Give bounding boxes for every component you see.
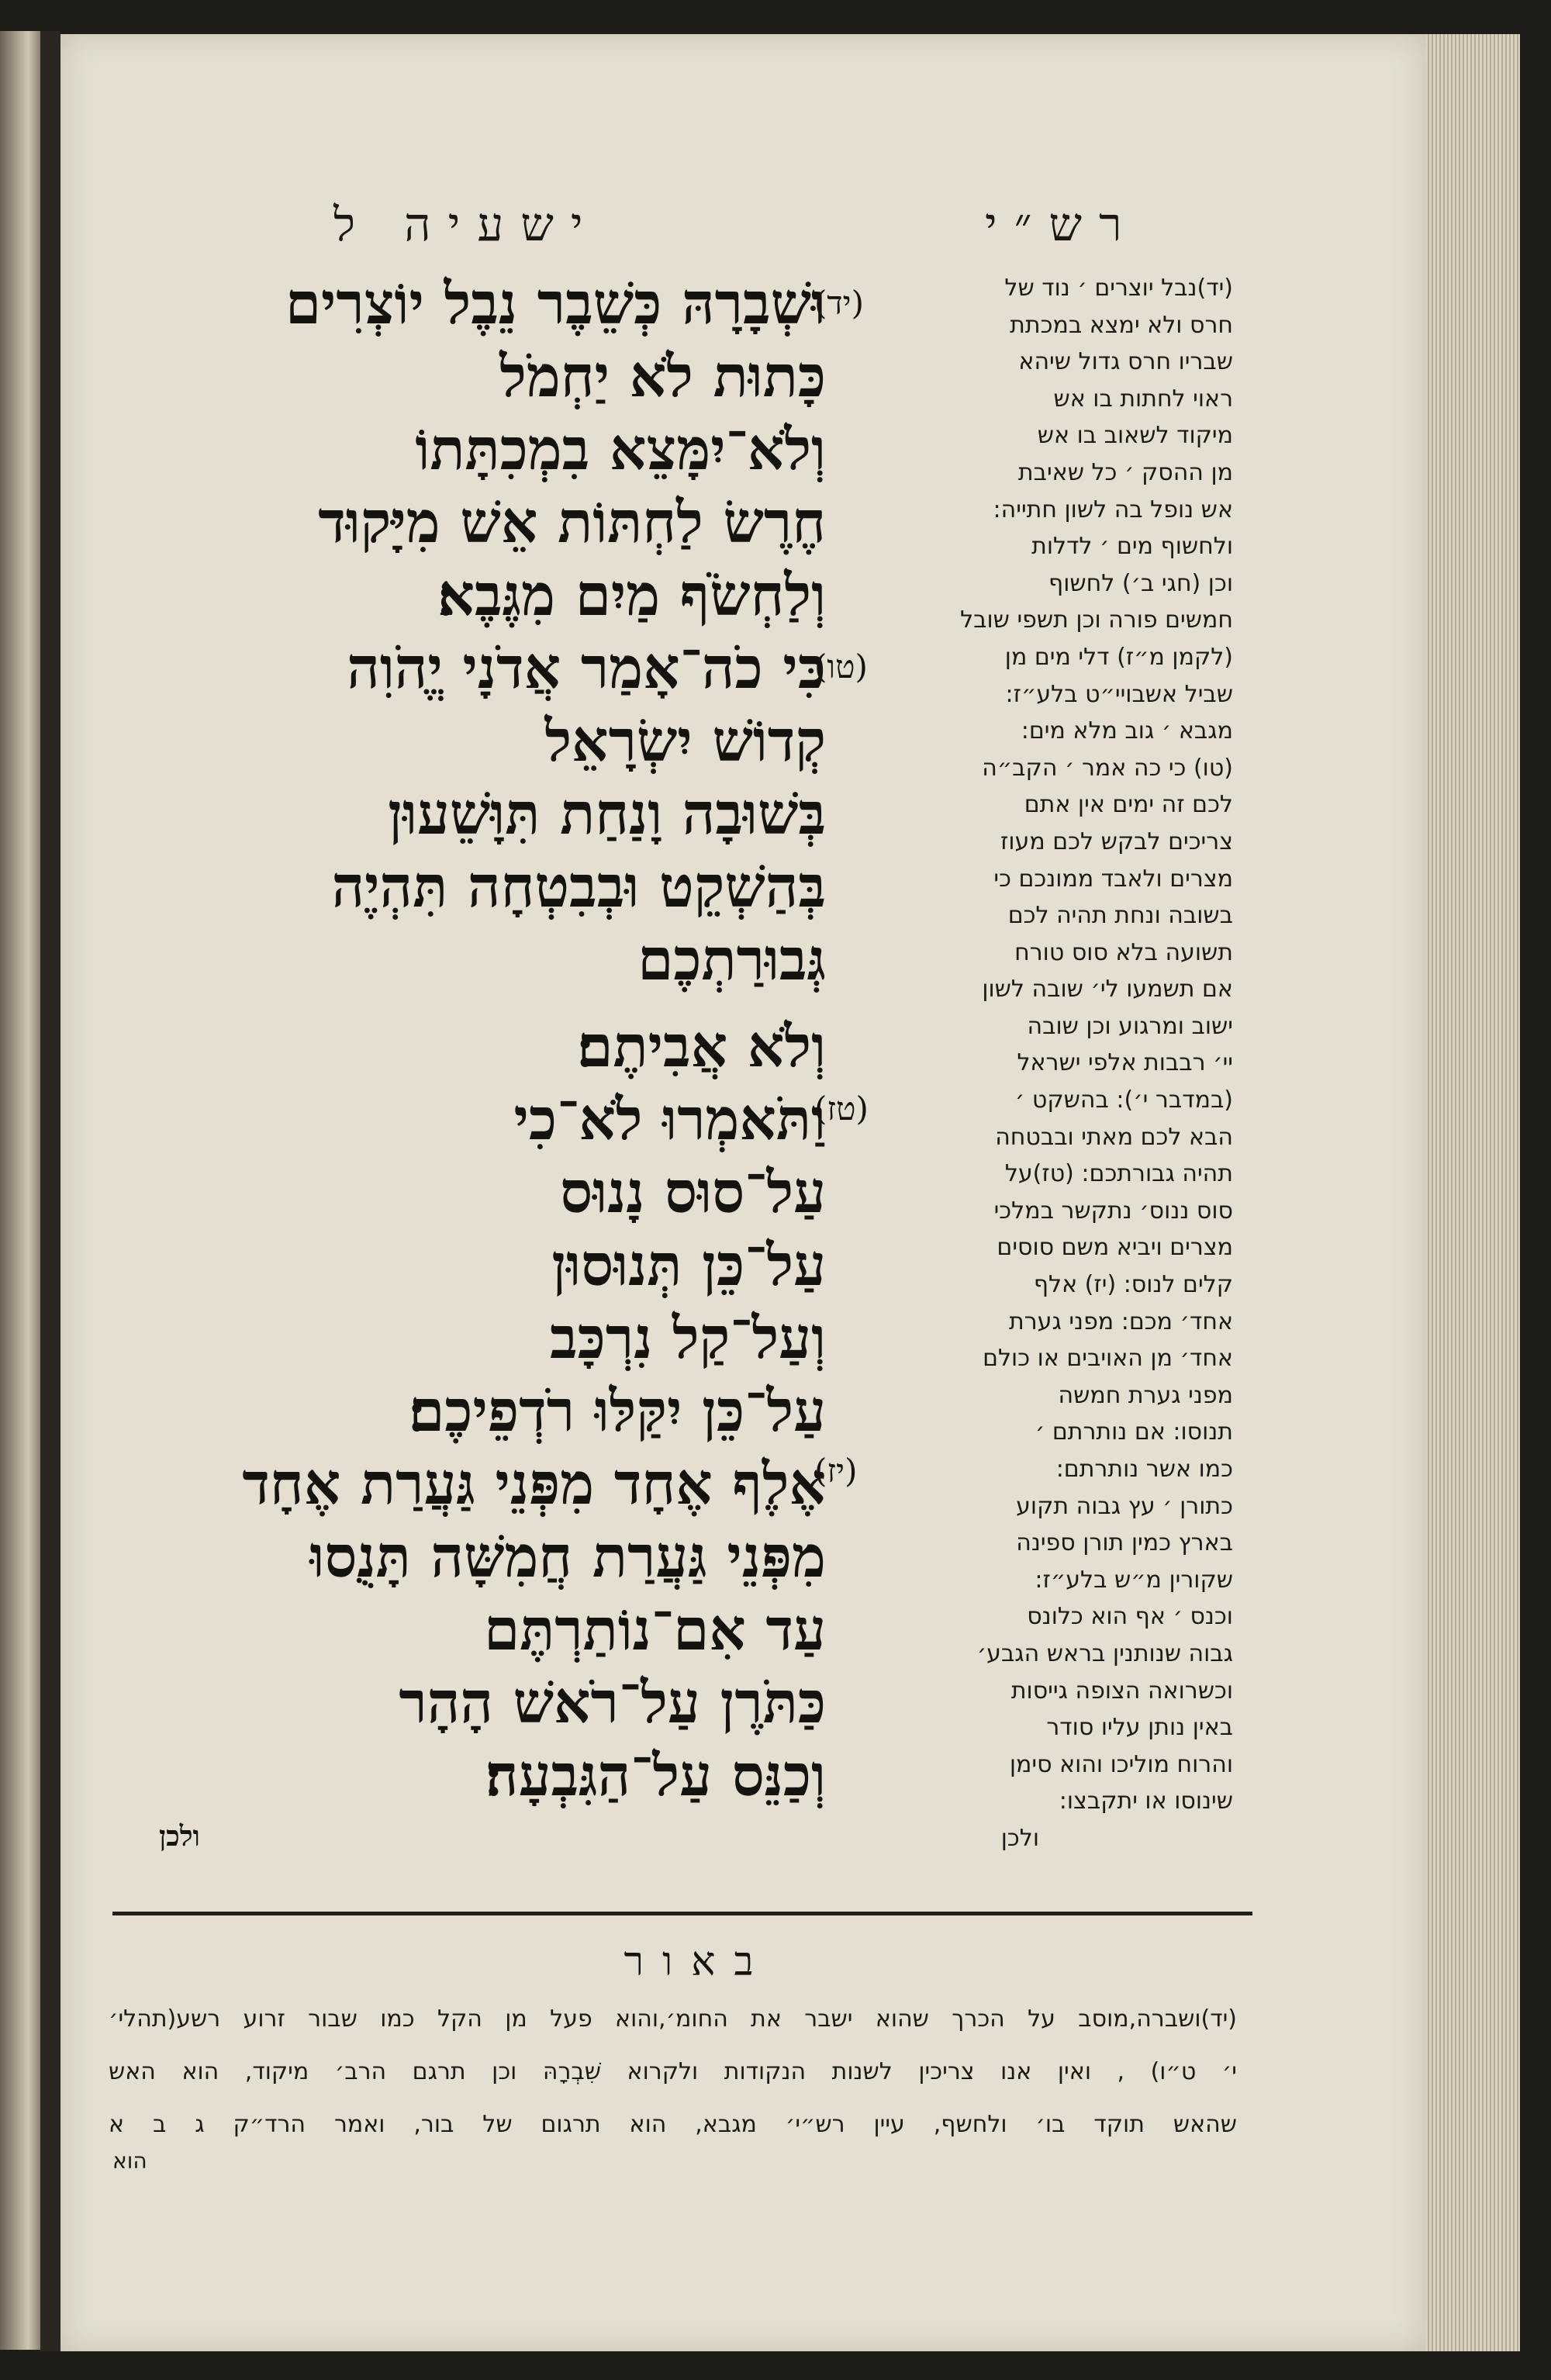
commentary-line: חמשים פורה וכן תשפי שובל xyxy=(960,606,1233,634)
scripture-line: עַל־כֵּן יִקַּלּוּ רֹדְפֵיכֶם׃ xyxy=(409,1378,826,1445)
biur-line: (יד)ושברה,מוסב על הכרך שהוא ישבר את החומ׳,והוא פעל מן הקל כמו שבור זרוע רשע(תהלי׳ xyxy=(109,2005,1237,2033)
commentary-line: תנוסו: אם נותרתם ׳ xyxy=(1035,1418,1233,1446)
commentary-line: (יד)נבל יוצרים ׳ נוד של xyxy=(1004,275,1233,302)
commentary-line: (במדבר י׳): בהשקט ׳ xyxy=(1014,1086,1233,1114)
verse-number-14: (יד) xyxy=(814,284,864,322)
scripture-line: וַתֹּאמְרוּ לֹא־כִי xyxy=(513,1086,826,1153)
biur-line: שהאש תוקד בו׳ ולחשף, עיין רש״י׳ מגבא, הוא תרגום של בור, ואמר הרד״ק ג ב א xyxy=(109,2111,1237,2138)
commentary-line: שינוסו או יתקבצו: xyxy=(1059,1788,1233,1815)
scripture-line: וְלֹא אֲבִיתֶם׃ xyxy=(577,1014,826,1080)
catchword: ולכן xyxy=(159,1820,200,1853)
commentary-line: באין נותן עליו סודר xyxy=(1046,1714,1233,1742)
biur-catchword: הוא xyxy=(112,2148,147,2174)
commentary-line: (לקמן מ״ז) דלי מים מן xyxy=(1004,643,1233,671)
scripture-line: וְלֹא־יִמָּצֵא בִמְכִתָּתוֹ xyxy=(415,416,826,483)
commentary-line: גבוה שנותנין בראש הגבע׳ xyxy=(976,1639,1233,1667)
commentary-line: מצרים ולאבד ממונכם כי xyxy=(993,865,1233,893)
scripture-line: וּשְׁבָרָהּ כְּשֵׁבֶר נֵבֶל יוֹצְרִים xyxy=(285,271,826,337)
scripture-line: עַד אִם־נוֹתַרְתֶּם xyxy=(483,1597,826,1663)
verse-number-17: (יז) xyxy=(814,1452,858,1490)
commentary-line: מפני גערת חמשה xyxy=(1058,1381,1233,1409)
commentary-line: צריכים לבקש לכם מעוז xyxy=(1000,827,1233,855)
commentary-line: חרס ולא ימצא במכתת xyxy=(1010,311,1233,339)
commentary-line: שביל אשבויי״ט בלע״ז: xyxy=(1005,680,1233,708)
commentary-line: קלים לנוס: (יז) אלף xyxy=(1033,1271,1233,1299)
biur-heading: באור xyxy=(624,1939,772,1985)
commentary-line: וכנס ׳ אף הוא כלונס xyxy=(1027,1603,1233,1631)
commentary-line: אם תשמעו לי׳ שובה לשון xyxy=(982,976,1233,1003)
verse-number-16: (טז) xyxy=(814,1090,869,1128)
scripture-line: גְּבוּרַתְכֶם xyxy=(637,927,826,993)
commentary-line: מיקוד לשאוב בו אש xyxy=(1037,422,1233,450)
commentary-line: וכשרואה הצופה גייסות xyxy=(1010,1677,1233,1705)
commentary-line: סוס ננוס׳ נתקשר במלכי xyxy=(993,1197,1233,1225)
scripture-column xyxy=(143,268,826,1812)
section-divider xyxy=(112,1912,1252,1915)
scripture-line: עַל־כֵּן תְּנוּסוּן xyxy=(551,1232,826,1299)
commentary-line: שבריו חרס גדול שיהא xyxy=(1018,348,1233,376)
scripture-line: וְלַחְשֹׂף מַיִם מִגֶּבֶא׃ xyxy=(437,562,826,629)
commentary-line: תשועה בלא סוס טורח xyxy=(1014,938,1233,966)
scripture-line: בְּשׁוּבָה וָנַחַת תִּוָּשֵׁעוּן xyxy=(388,781,826,848)
scripture-line: בְּהַשְׁקֵט וּבְבִטְחָה תִּהְיֶה xyxy=(331,854,826,921)
scripture-line: עַל־סוּס נָנוּס xyxy=(560,1159,826,1226)
commentary-line: בשובה ונחת תהיה לכם xyxy=(1007,902,1233,930)
commentary-line: והרוח מוליכו והוא סימן xyxy=(1009,1750,1233,1778)
facing-page-edge xyxy=(0,31,40,2350)
scripture-line: אֶלֶף אֶחָד מִפְּנֵי גַּעֲרַת אֶחָד xyxy=(242,1451,826,1518)
scripture-line: מִפְּנֵי גַּעֲרַת חֲמִשָּׁה תָּנֻסוּ xyxy=(309,1524,826,1591)
book-gutter xyxy=(40,31,60,2351)
scripture-line: כָּתוּת לֹא יַחְמֹל xyxy=(499,344,826,410)
commentary-line: יי׳ רבבות אלפי ישראל xyxy=(1017,1049,1233,1077)
page-block-edges xyxy=(1425,34,1520,2351)
commentary-line: (טו) כי כה אמר ׳ הקב״ה xyxy=(982,754,1233,782)
scripture-line: כַּתֹּרֶן עַל־רֹאשׁ הָהָר xyxy=(399,1670,826,1736)
scripture-line: וְעַל־קַל נִרְכָּב xyxy=(550,1305,826,1372)
commentary-line: תהיה גבורתכם: (טז)על xyxy=(1004,1160,1233,1188)
commentary-line: מגבא ׳ גוב מלא מים: xyxy=(1021,717,1233,745)
commentary-line: אחד׳ מכם: מפני גערת xyxy=(1009,1307,1233,1335)
scripture-line: וְכַנֵּס עַל־הַגִּבְעָה׃ xyxy=(485,1743,826,1809)
commentary-line: לכם זה ימים אין אתם xyxy=(1024,791,1233,819)
commentary-line: שקורין מ״ש בלע״ז: xyxy=(1035,1566,1233,1594)
running-head-commentary: רש״י xyxy=(985,198,1139,252)
commentary-line: כתורן ׳ עץ גבוה תקוע xyxy=(1016,1492,1233,1520)
scripture-line: כִּי כֹה־אָמַר אֲדֹנָי יֱהֹוִה xyxy=(347,635,826,702)
running-head-book: ישעיה ל xyxy=(333,198,600,252)
commentary-line: כמו אשר נותרתם: xyxy=(1055,1456,1233,1483)
commentary-line: ראוי לחתות בו אש xyxy=(1053,385,1233,413)
verse-number-15: (טו) xyxy=(814,648,868,686)
commentary-line: מצרים ויביא משם סוסים xyxy=(997,1234,1233,1262)
commentary-line: אש נופל בה לשון חתייה: xyxy=(993,496,1233,523)
commentary-line: בארץ כמין תורן ספינה xyxy=(1016,1529,1233,1557)
scripture-line: קְדוֹשׁ יִשְׂרָאֵל xyxy=(544,708,826,775)
commentary-line: וכן (חגי ב׳) לחשוף xyxy=(1048,569,1233,597)
commentary-line: ישוב ומרגוע וכן שובה xyxy=(1027,1012,1233,1040)
biur-line: י׳ ט״ו) , ואין אנו צריכין לשנות הנקודות ולקרוא שִׁבְרָהּ וכן תרגם הרב׳ מיקוד, הוא האש xyxy=(109,2058,1237,2085)
scripture-line: חֶרֶשׂ לַחְתּוֹת אֵשׁ מִיָּקוּד xyxy=(318,489,826,556)
commentary-catchword: ולכן xyxy=(1000,1824,1039,1852)
commentary-line: הבא לכם מאתי ובבטחה xyxy=(995,1123,1233,1151)
rashi-commentary-column xyxy=(915,270,1233,1857)
commentary-line: ולחשוף מים ׳ לדלות xyxy=(1031,533,1233,561)
commentary-line: אחד׳ מן האויבים או כולם xyxy=(983,1345,1233,1373)
commentary-line: מן ההסק ׳ כל שאיבת xyxy=(1017,458,1233,486)
biur-commentary xyxy=(109,1993,1237,2151)
